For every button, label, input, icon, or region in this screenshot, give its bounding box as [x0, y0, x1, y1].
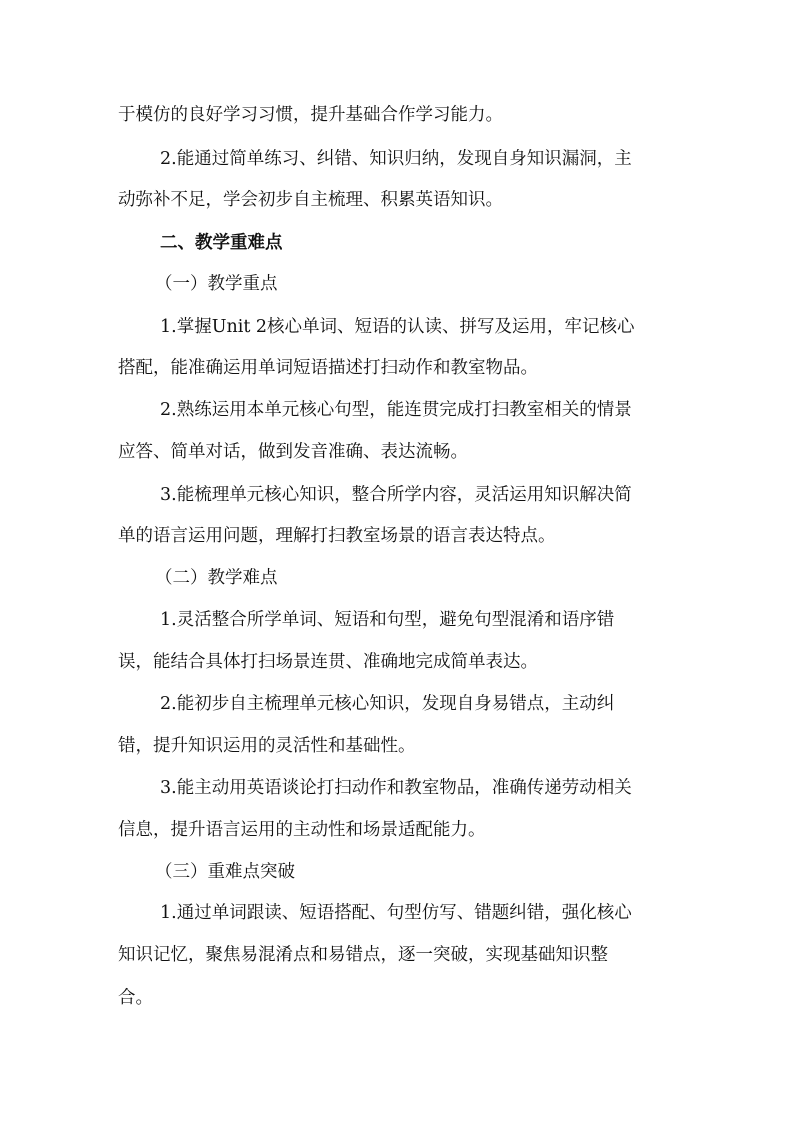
paragraph-line: 动弥补不足，学会初步自主梳理、积累英语知识。 [118, 190, 503, 210]
paragraph-line: 应答、简单对话，做到发音准确、表达流畅。 [118, 442, 468, 462]
paragraph-line: 误，能结合具体打扫场景连贯、准确地完成简单表达。 [118, 652, 538, 672]
paragraph-line: 搭配，能准确运用单词短语描述打扫动作和教室物品。 [118, 358, 538, 378]
paragraph-line: 2.能通过简单练习、纠错、知识归纳，发现自身知识漏洞，主 [160, 149, 632, 169]
subsection-heading: （二）教学难点 [155, 568, 278, 588]
paragraph-line: 1.掌握Unit 2核心单词、短语的认读、拼写及运用，牢记核心 [160, 317, 635, 337]
paragraph-line: 1.灵活整合所学单词、短语和句型，避免句型混淆和语序错 [160, 610, 615, 630]
paragraph-line: 合。 [118, 988, 153, 1008]
paragraph-line: 知识记忆，聚焦易混淆点和易错点，逐一突破，实现基础知识整 [118, 945, 608, 965]
paragraph-line: 1.通过单词跟读、短语搭配、句型仿写、错题纠错，强化核心 [160, 903, 632, 923]
paragraph-line: 单的语言运用问题，理解打扫教室场景的语言表达特点。 [118, 526, 556, 546]
paragraph-line: 2.能初步自主梳理单元核心知识，发现自身易错点，主动纠 [160, 694, 615, 714]
paragraph-line: 3.能梳理单元核心知识，整合所学内容，灵活运用知识解决简 [160, 485, 632, 505]
subsection-heading: （三）重难点突破 [155, 862, 295, 882]
paragraph-line: 于模仿的良好学习习惯，提升基础合作学习能力。 [118, 105, 503, 125]
section-heading: 二、教学重难点 [160, 233, 283, 253]
paragraph-line: 信息，提升语言运用的主动性和场景适配能力。 [118, 820, 486, 840]
paragraph-line: 错，提升知识运用的灵活性和基础性。 [118, 736, 416, 756]
subsection-heading: （一）教学重点 [155, 274, 278, 294]
paragraph-line: 3.能主动用英语谈论打扫动作和教室物品，准确传递劳动相关 [160, 778, 632, 798]
paragraph-line: 2.熟练运用本单元核心句型，能连贯完成打扫教室相关的情景 [160, 400, 632, 420]
